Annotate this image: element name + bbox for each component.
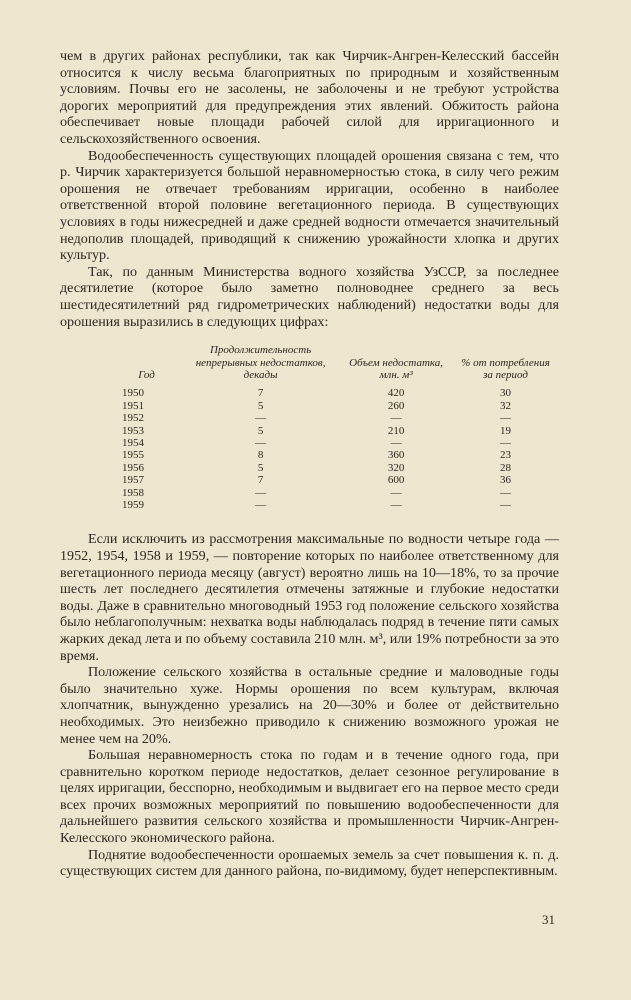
cell-percent: 28 xyxy=(500,461,512,474)
cell-duration: — xyxy=(255,486,267,499)
table-row xyxy=(112,425,559,437)
cell-duration: — xyxy=(255,412,267,425)
page-number: 31 xyxy=(542,912,555,927)
cell-percent: 23 xyxy=(500,449,512,462)
table-row xyxy=(112,449,559,461)
cell-duration: 5 xyxy=(257,399,264,412)
cell-volume: 260 xyxy=(387,399,405,412)
cell-year: 1959 xyxy=(122,498,144,511)
cell-percent: — xyxy=(500,412,512,425)
cell-year: 1953 xyxy=(122,424,144,437)
cell-volume: 360 xyxy=(387,449,405,462)
cell-percent: 32 xyxy=(500,399,512,412)
cell-duration: 7 xyxy=(257,474,264,487)
cell-volume: 320 xyxy=(387,461,405,474)
cell-year: 1954 xyxy=(122,436,144,449)
header-percent: % от потребления за период xyxy=(461,356,550,381)
table-row xyxy=(112,437,559,449)
paragraph-ministry-data: Так, по данным Министерства водного хозяйства УзССР, за последнее десятилетие (которое было заметно полноводнее среднего за весь шестидесятилетний ряд гидрометрических наблюдений) недостатки воды для орошения выразились в следующих цифрах: xyxy=(60,263,559,330)
paragraph-excluding-years: Если исключить из рассмотрения максимальные по водности четыре года — 1952, 1954, 1958 и 1959, — повторение которых по наиболее ответственному для вегетационного периода месяцу (август) вероятно лишь на 10—18%, то за прочие шесть лет последнего десятилетия отмечены затяжные и глубокие недостатки воды. Даже в сравнительно многоводный 1953 год положение сельского хозяйства было неблагополучным: нехватка воды наблюдалась подряд в течение пяти самых жарких декад лета и по объему составила 210 млн. м³, или 19% потребности за это время. xyxy=(60,531,559,664)
cell-year: 1952 xyxy=(122,412,144,425)
table-row xyxy=(112,487,559,499)
paragraph-continued: чем в других районах республики, так как Чирчик-Ангрен-Келесский бассейн относится к числу весьма благоприятных по природным и хозяйственным условиям. Почвы его не засолены, не заболочены и не требуют устройства дорогих мероприятий для предупреждения этих явлений. Обжитость района обеспечивает новые площади рабочей силой для ирригационного и сельскохозяйственного освоения. xyxy=(60,48,559,147)
table-row xyxy=(112,400,559,412)
cell-duration: 8 xyxy=(257,449,264,462)
cell-duration: 7 xyxy=(257,387,264,400)
cell-percent: 19 xyxy=(500,424,512,437)
cell-duration: 5 xyxy=(257,461,264,474)
table-row xyxy=(112,412,559,424)
cell-percent: — xyxy=(500,436,512,449)
cell-year: 1950 xyxy=(122,387,144,400)
cell-year: 1956 xyxy=(122,461,144,474)
paragraph-average-years: Положение сельского хозяйства в остальные средние и маловодные годы было значительно хуже. Нормы орошения по всем культурам, включая хлопчатник, вынужденно урезались на 20—30% и более от действительно необходимых. Это неизбежно приводило к снижению возможного урожая не менее чем на 20%. xyxy=(60,664,559,747)
header-year: Год xyxy=(138,368,155,381)
cell-volume: — xyxy=(390,486,402,499)
cell-year: 1951 xyxy=(122,399,144,412)
table-row xyxy=(112,387,559,399)
cell-volume: 600 xyxy=(387,474,405,487)
cell-duration: — xyxy=(255,498,267,511)
cell-duration: — xyxy=(255,436,267,449)
cell-percent: 30 xyxy=(500,387,512,400)
table-row xyxy=(112,499,559,511)
table-row xyxy=(112,462,559,474)
spacer xyxy=(60,511,559,531)
cell-percent: — xyxy=(500,486,512,499)
cell-percent: 36 xyxy=(500,474,512,487)
paragraph-water-supply: Водообеспеченность существующих площадей орошения связана с тем, что р. Чирчик характеризуется большой неравномерностью стока, в силу чего режим орошения не отвечает требованиям ирригации, особенно в наиболее ответственной второй половине вегетационного периода. В существующих условиях в годы нижесредней и даже средней водности отмечается значительный недополив площадей, приводящий к снижению урожайности хлопка и других культур. xyxy=(60,147,559,264)
cell-year: 1958 xyxy=(122,486,144,499)
cell-year: 1957 xyxy=(122,474,144,487)
cell-volume: — xyxy=(390,436,402,449)
header-volume: Объем недостатка, млн. м³ xyxy=(349,356,444,381)
header-duration: Продолжительность непрерывных недостатков, декады xyxy=(195,344,326,381)
cell-duration: 5 xyxy=(257,424,264,437)
cell-volume: — xyxy=(390,412,402,425)
cell-volume: — xyxy=(390,498,402,511)
table-row xyxy=(112,474,559,486)
cell-volume: 210 xyxy=(387,424,405,437)
paragraph-regulation: Большая неравномерность стока по годам и в течение одного года, при сравнительно коротком периоде недостатков, делает сезонное регулирование в целях ирригации, бесспорно, необходимым и выдвигает его на первое место среди всех прочих возможных мероприятий по повышению водообеспеченности для дальнейшего развития сельского хозяйства и промышленности Чирчик-Ангрен-Келесского экономического района. xyxy=(60,747,559,847)
cell-year: 1955 xyxy=(122,449,144,462)
cell-volume: 420 xyxy=(387,387,405,400)
table-header-row xyxy=(112,344,559,387)
cell-percent: — xyxy=(500,498,512,511)
water-shortage-table xyxy=(112,344,559,511)
paragraph-efficiency: Поднятие водообеспеченности орошаемых земель за счет повышения к. п. д. существующих систем для данного района, по-видимому, будет неперспективным. xyxy=(60,846,559,880)
